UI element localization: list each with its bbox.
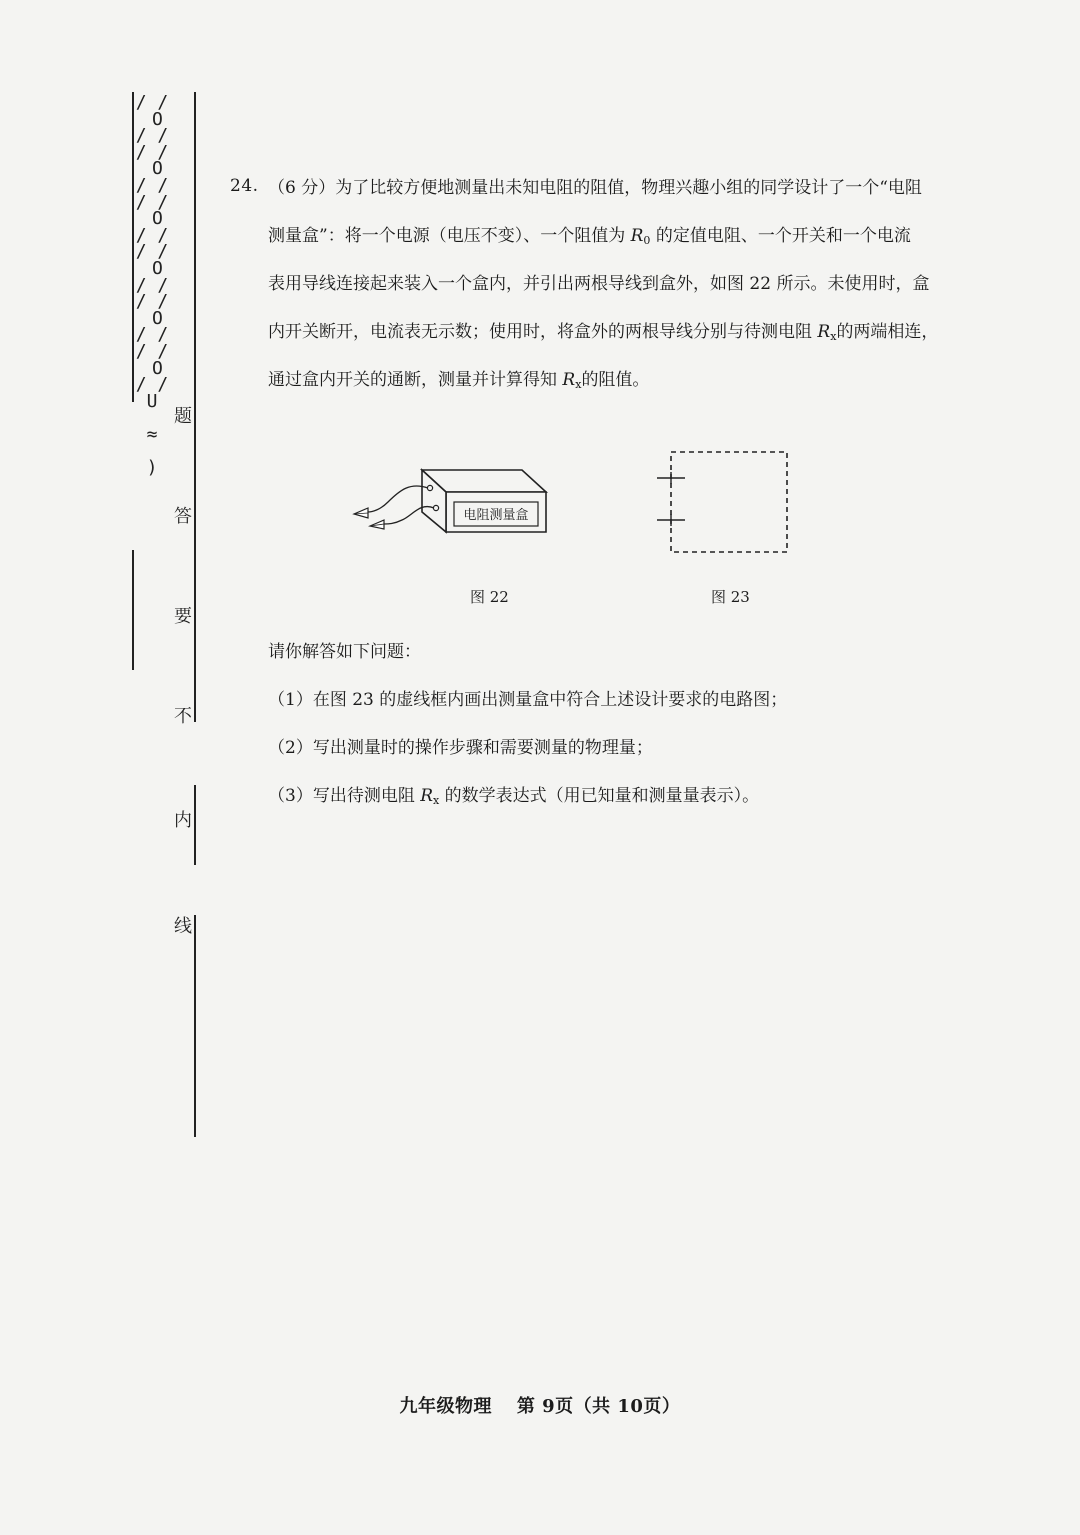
page-footer	[0, 1392, 1080, 1418]
margin-char-2: 答	[174, 506, 192, 527]
margin-char-1: 题	[174, 406, 192, 427]
margin-char-3: 要	[174, 606, 192, 627]
r0-subscript: 0	[643, 234, 651, 247]
sub-question-1: （1）在图 23 的虚线框内画出测量盒中符合上述设计要求的电路图；	[268, 690, 788, 710]
sub-question-3-text-a: （3）写出待测电阻	[268, 786, 415, 806]
rx-symbol-2: R	[562, 370, 576, 390]
question-line-3	[268, 272, 929, 296]
figure-23-caption: 图 23	[711, 588, 750, 606]
sub-question-2: （2）写出测量时的操作步骤和需要测量的物理量；	[268, 738, 653, 758]
question-line-2	[268, 224, 911, 253]
question-text-7: 通过盒内开关的通断，测量并计算得知	[268, 370, 557, 390]
question-text-4: 表用导线连接起来装入一个盒内，并引出两根导线到盒外，如图 22 所示。未使用时，盒	[268, 274, 930, 294]
sub-question-3	[268, 784, 759, 813]
rx-symbol: R	[817, 322, 831, 342]
question-text-1: 为了比较方便地测量出未知电阻的阻值，物理兴趣小组的同学设计了一个“电阻	[335, 178, 922, 198]
margin-line-right-3	[194, 915, 196, 1137]
question-text-6: 的两端相连，	[836, 322, 939, 342]
margin-char-5: 内	[174, 810, 192, 831]
question-number	[230, 176, 259, 196]
r0-symbol: R	[630, 226, 644, 246]
question-text-2: 测量盒”：将一个电源（电压不变）、一个阻值为	[268, 226, 626, 246]
question-text-5: 内开关断开，电流表无示数；使用时，将盒外的两根导线分别与待测电阻	[268, 322, 812, 342]
margin-char-6: 线	[174, 916, 192, 937]
question-score: （6 分）	[268, 178, 336, 198]
box-label: 电阻测量盒	[463, 508, 529, 523]
rx-subscript-3: x	[433, 794, 440, 807]
footer-page: 第 9页（共 10页）	[516, 1396, 681, 1417]
rx-subscript-2: x	[575, 378, 582, 391]
footer-subject: 九年级物理	[399, 1396, 493, 1417]
margin-line-left-lower	[132, 550, 134, 670]
figure-23-dashed-frame	[650, 445, 800, 560]
sub-question-3-text-b: 的数学表达式（用已知量和测量量表示）。	[444, 786, 760, 806]
question-text-8: 的阻值。	[581, 370, 650, 390]
question-text-3: 的定值电阻、一个开关和一个电流	[655, 226, 911, 246]
figure-22-box-drawing	[350, 462, 560, 542]
rx-symbol-3: R	[420, 786, 434, 806]
seal-line-decoration: / / O / / / / O / / / / O / / / / O / / / / O / / / / O / / U ≈ )	[135, 92, 169, 479]
margin-line-right	[194, 92, 196, 722]
margin-char-4: 不	[174, 706, 192, 727]
rx-subscript: x	[830, 330, 837, 343]
question-line-1	[268, 176, 922, 200]
answer-prompt: 请你解答如下问题：	[268, 642, 421, 662]
margin-line-left	[132, 92, 134, 402]
question-line-4	[268, 320, 938, 349]
question-number-text: 24.	[230, 176, 259, 196]
figure-22-caption: 图 22	[470, 588, 509, 606]
margin-line-right-2	[194, 785, 196, 865]
question-line-5	[268, 368, 649, 397]
